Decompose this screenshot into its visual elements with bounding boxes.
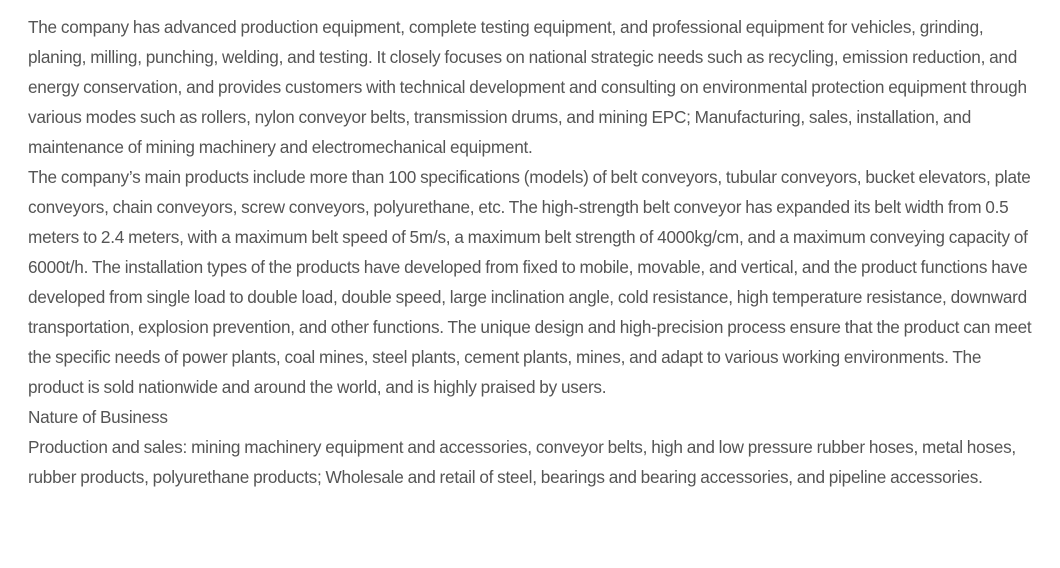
nature-of-business-paragraph: Production and sales: mining machinery equipment and accessories, conveyor belts, high and low pressure rubber hoses, metal hoses, rubber products, polyurethane products; Wholesale and retail of steel, bearings and bearing accessories, and pipeline accessories.	[28, 437, 1016, 487]
main-products-paragraph: The company’s main products include more than 100 specifications (models) of belt conveyors, tubular conveyors, bucket elevators, plate conveyors, chain conveyors, screw conveyors, polyurethane, etc. The high-strength belt conveyor has expanded its belt width from 0.5 meters to 2.4 meters, with a maximum belt speed of 5m/s, a maximum belt strength of 4000kg/cm, and a maximum conveying capacity of 6000t/h. The installation types of the products have developed from fixed to mobile, movable, and vertical, and the product functions have developed from single load to double load, double speed, large inclination angle, cold resistance, high temperature resistance, downward transportation, explosion prevention, and other functions. The unique design and high-precision process ensure that the product can meet the specific needs of power plants, coal mines, steel plants, cement plants, mines, and adapt to various working environments. The product is sold nationwide and around the world, and is highly praised by users.	[28, 167, 1032, 397]
nature-of-business-heading: Nature of Business	[28, 407, 168, 427]
company-intro-paragraph: The company has advanced production equipment, complete testing equipment, and professional equipment for vehicles, grinding, planing, milling, punching, welding, and testing. It closely focuses on national strategic needs such as recycling, emission reduction, and energy conservation, and provides customers with technical development and consulting on environmental protection equipment through various modes such as rollers, nylon conveyor belts, transmission drums, and mining EPC; Manufacturing, sales, installation, and maintenance of mining machinery and electromechanical equipment.	[28, 17, 1027, 157]
